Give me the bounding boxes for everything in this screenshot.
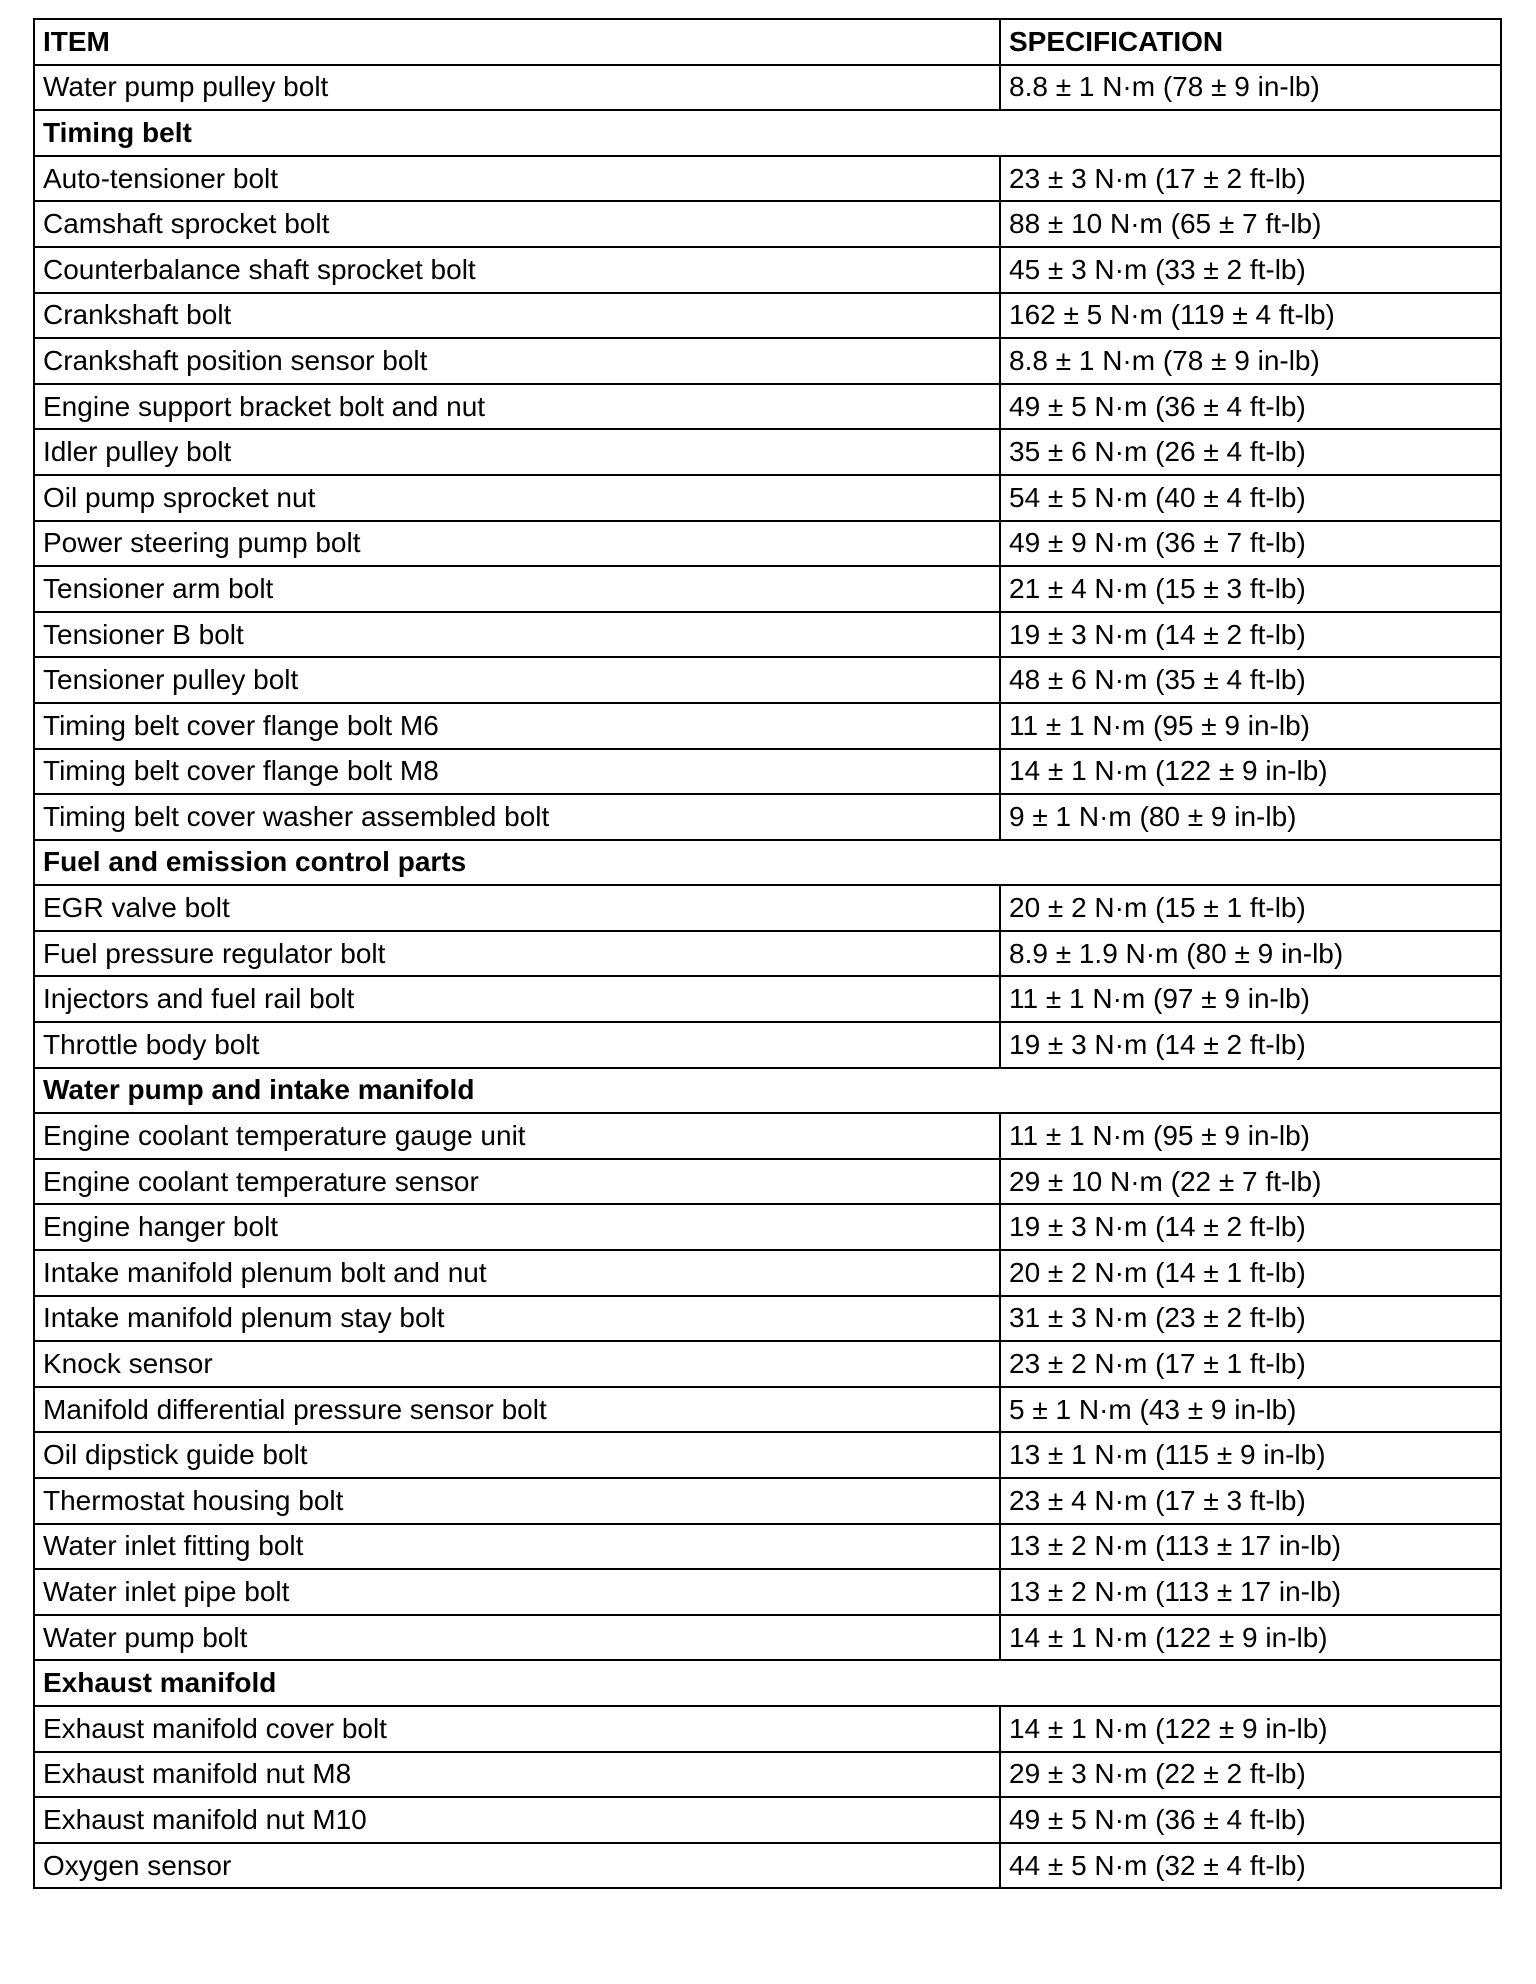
table-row bbox=[34, 657, 1501, 703]
specification-cell: 23 ± 3 N·m (17 ± 2 ft-lb) bbox=[1000, 156, 1501, 202]
table-row bbox=[34, 1113, 1501, 1159]
item-cell: Water pump pulley bolt bbox=[34, 65, 1000, 111]
specification-cell: 49 ± 9 N·m (36 ± 7 ft-lb) bbox=[1000, 521, 1501, 567]
item-cell: Tensioner arm bolt bbox=[34, 566, 1000, 612]
table-body bbox=[34, 65, 1501, 1889]
item-cell: Intake manifold plenum bolt and nut bbox=[34, 1250, 1000, 1296]
table-row bbox=[34, 1022, 1501, 1068]
table-row bbox=[34, 1159, 1501, 1205]
item-cell: Oil pump sprocket nut bbox=[34, 475, 1000, 521]
table-row bbox=[34, 65, 1501, 111]
table-row bbox=[34, 703, 1501, 749]
table-row bbox=[34, 1296, 1501, 1342]
item-cell: Crankshaft bolt bbox=[34, 293, 1000, 339]
table-row bbox=[34, 1524, 1501, 1570]
table-row bbox=[34, 247, 1501, 293]
item-cell: Oxygen sensor bbox=[34, 1843, 1000, 1889]
item-cell: Throttle body bolt bbox=[34, 1022, 1000, 1068]
item-cell: Engine hanger bolt bbox=[34, 1204, 1000, 1250]
torque-spec-table bbox=[33, 18, 1502, 1889]
table-row bbox=[34, 1341, 1501, 1387]
specification-cell: 23 ± 2 N·m (17 ± 1 ft-lb) bbox=[1000, 1341, 1501, 1387]
item-cell: Water pump bolt bbox=[34, 1615, 1000, 1661]
table-row bbox=[34, 1706, 1501, 1752]
item-cell: Timing belt cover flange bolt M6 bbox=[34, 703, 1000, 749]
item-cell: Tensioner B bolt bbox=[34, 612, 1000, 658]
section-title: Water pump and intake manifold bbox=[34, 1068, 1501, 1114]
item-cell: Power steering pump bolt bbox=[34, 521, 1000, 567]
specification-cell: 162 ± 5 N·m (119 ± 4 ft-lb) bbox=[1000, 293, 1501, 339]
item-cell: Timing belt cover washer assembled bolt bbox=[34, 794, 1000, 840]
item-cell: Fuel pressure regulator bolt bbox=[34, 931, 1000, 977]
specification-cell: 9 ± 1 N·m (80 ± 9 in-lb) bbox=[1000, 794, 1501, 840]
column-header-item: ITEM bbox=[34, 19, 1000, 65]
table-row bbox=[34, 749, 1501, 795]
item-cell: Thermostat housing bolt bbox=[34, 1478, 1000, 1524]
specification-cell: 11 ± 1 N·m (95 ± 9 in-lb) bbox=[1000, 1113, 1501, 1159]
specification-cell: 44 ± 5 N·m (32 ± 4 ft-lb) bbox=[1000, 1843, 1501, 1889]
specification-cell: 19 ± 3 N·m (14 ± 2 ft-lb) bbox=[1000, 612, 1501, 658]
specification-cell: 35 ± 6 N·m (26 ± 4 ft-lb) bbox=[1000, 429, 1501, 475]
table-row bbox=[34, 1478, 1501, 1524]
item-cell: Crankshaft position sensor bolt bbox=[34, 338, 1000, 384]
table-row bbox=[34, 931, 1501, 977]
table-row bbox=[34, 1432, 1501, 1478]
specification-cell: 20 ± 2 N·m (15 ± 1 ft-lb) bbox=[1000, 885, 1501, 931]
specification-cell: 29 ± 10 N·m (22 ± 7 ft-lb) bbox=[1000, 1159, 1501, 1205]
specification-cell: 48 ± 6 N·m (35 ± 4 ft-lb) bbox=[1000, 657, 1501, 703]
item-cell: Water inlet pipe bolt bbox=[34, 1569, 1000, 1615]
specification-cell: 8.8 ± 1 N·m (78 ± 9 in-lb) bbox=[1000, 338, 1501, 384]
item-cell: Engine coolant temperature gauge unit bbox=[34, 1113, 1000, 1159]
section-title: Timing belt bbox=[34, 110, 1501, 156]
specification-cell: 49 ± 5 N·m (36 ± 4 ft-lb) bbox=[1000, 384, 1501, 430]
specification-cell: 54 ± 5 N·m (40 ± 4 ft-lb) bbox=[1000, 475, 1501, 521]
table-row bbox=[34, 475, 1501, 521]
item-cell: Manifold differential pressure sensor bolt bbox=[34, 1387, 1000, 1433]
table-row bbox=[34, 429, 1501, 475]
table-row bbox=[34, 885, 1501, 931]
table-row bbox=[34, 1615, 1501, 1661]
specification-cell: 8.9 ± 1.9 N·m (80 ± 9 in-lb) bbox=[1000, 931, 1501, 977]
specification-cell: 20 ± 2 N·m (14 ± 1 ft-lb) bbox=[1000, 1250, 1501, 1296]
item-cell: Engine coolant temperature sensor bbox=[34, 1159, 1000, 1205]
item-cell: Camshaft sprocket bolt bbox=[34, 201, 1000, 247]
specification-cell: 14 ± 1 N·m (122 ± 9 in-lb) bbox=[1000, 1615, 1501, 1661]
specification-cell: 31 ± 3 N·m (23 ± 2 ft-lb) bbox=[1000, 1296, 1501, 1342]
specification-cell: 11 ± 1 N·m (97 ± 9 in-lb) bbox=[1000, 976, 1501, 1022]
section-header-row bbox=[34, 110, 1501, 156]
specification-cell: 13 ± 2 N·m (113 ± 17 in-lb) bbox=[1000, 1524, 1501, 1570]
table-row bbox=[34, 1752, 1501, 1798]
table-row bbox=[34, 293, 1501, 339]
specification-cell: 19 ± 3 N·m (14 ± 2 ft-lb) bbox=[1000, 1022, 1501, 1068]
table-row bbox=[34, 156, 1501, 202]
table-row bbox=[34, 1797, 1501, 1843]
table-row bbox=[34, 1843, 1501, 1889]
table-row bbox=[34, 521, 1501, 567]
table-row bbox=[34, 1204, 1501, 1250]
table-row bbox=[34, 566, 1501, 612]
specification-cell: 23 ± 4 N·m (17 ± 3 ft-lb) bbox=[1000, 1478, 1501, 1524]
specification-cell: 21 ± 4 N·m (15 ± 3 ft-lb) bbox=[1000, 566, 1501, 612]
item-cell: EGR valve bolt bbox=[34, 885, 1000, 931]
table-row bbox=[34, 1569, 1501, 1615]
item-cell: Oil dipstick guide bolt bbox=[34, 1432, 1000, 1478]
specification-cell: 13 ± 2 N·m (113 ± 17 in-lb) bbox=[1000, 1569, 1501, 1615]
column-header-specification: SPECIFICATION bbox=[1000, 19, 1501, 65]
item-cell: Auto-tensioner bolt bbox=[34, 156, 1000, 202]
item-cell: Counterbalance shaft sprocket bolt bbox=[34, 247, 1000, 293]
table-row bbox=[34, 794, 1501, 840]
specification-cell: 14 ± 1 N·m (122 ± 9 in-lb) bbox=[1000, 1706, 1501, 1752]
specification-cell: 13 ± 1 N·m (115 ± 9 in-lb) bbox=[1000, 1432, 1501, 1478]
item-cell: Idler pulley bolt bbox=[34, 429, 1000, 475]
specification-cell: 49 ± 5 N·m (36 ± 4 ft-lb) bbox=[1000, 1797, 1501, 1843]
item-cell: Exhaust manifold cover bolt bbox=[34, 1706, 1000, 1752]
item-cell: Tensioner pulley bolt bbox=[34, 657, 1000, 703]
specification-cell: 5 ± 1 N·m (43 ± 9 in-lb) bbox=[1000, 1387, 1501, 1433]
item-cell: Engine support bracket bolt and nut bbox=[34, 384, 1000, 430]
section-header-row bbox=[34, 840, 1501, 886]
specification-cell: 14 ± 1 N·m (122 ± 9 in-lb) bbox=[1000, 749, 1501, 795]
item-cell: Knock sensor bbox=[34, 1341, 1000, 1387]
item-cell: Exhaust manifold nut M8 bbox=[34, 1752, 1000, 1798]
specification-cell: 45 ± 3 N·m (33 ± 2 ft-lb) bbox=[1000, 247, 1501, 293]
item-cell: Water inlet fitting bolt bbox=[34, 1524, 1000, 1570]
section-header-row bbox=[34, 1660, 1501, 1706]
section-title: Fuel and emission control parts bbox=[34, 840, 1501, 886]
specification-cell: 19 ± 3 N·m (14 ± 2 ft-lb) bbox=[1000, 1204, 1501, 1250]
table-row bbox=[34, 384, 1501, 430]
item-cell: Intake manifold plenum stay bolt bbox=[34, 1296, 1000, 1342]
specification-cell: 11 ± 1 N·m (95 ± 9 in-lb) bbox=[1000, 703, 1501, 749]
section-title: Exhaust manifold bbox=[34, 1660, 1501, 1706]
item-cell: Injectors and fuel rail bolt bbox=[34, 976, 1000, 1022]
table-row bbox=[34, 201, 1501, 247]
item-cell: Timing belt cover flange bolt M8 bbox=[34, 749, 1000, 795]
table-row bbox=[34, 612, 1501, 658]
table-row bbox=[34, 338, 1501, 384]
specification-cell: 88 ± 10 N·m (65 ± 7 ft-lb) bbox=[1000, 201, 1501, 247]
table-row bbox=[34, 1387, 1501, 1433]
specification-cell: 8.8 ± 1 N·m (78 ± 9 in-lb) bbox=[1000, 65, 1501, 111]
item-cell: Exhaust manifold nut M10 bbox=[34, 1797, 1000, 1843]
section-header-row bbox=[34, 1068, 1501, 1114]
table-header-row bbox=[34, 19, 1501, 65]
table-row bbox=[34, 1250, 1501, 1296]
specification-cell: 29 ± 3 N·m (22 ± 2 ft-lb) bbox=[1000, 1752, 1501, 1798]
table-row bbox=[34, 976, 1501, 1022]
